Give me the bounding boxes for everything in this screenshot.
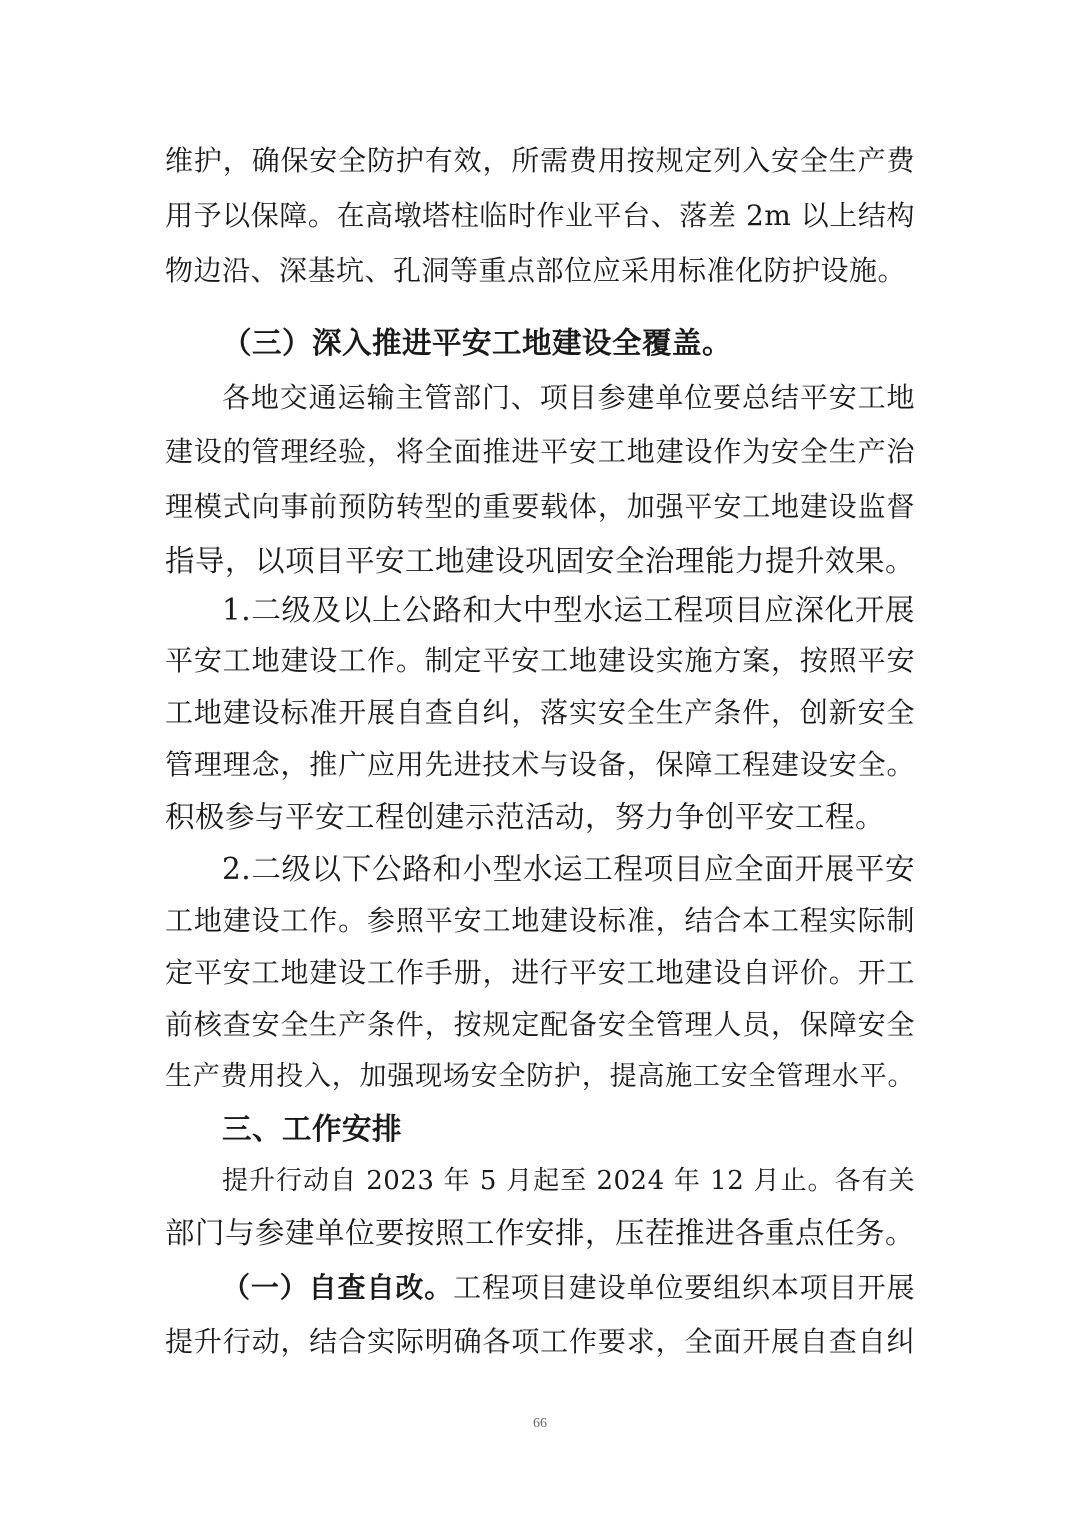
list-item-line: 1.二级及以上公路和大中型水运工程项目应深化开展	[222, 593, 915, 627]
section-subheading: （三）深入推进平安工地建设全覆盖。	[222, 326, 733, 360]
body-line: 各地交通运输主管部门、项目参建单位要总结平安工地	[222, 381, 915, 414]
body-line: 管理理念，推广应用先进技术与设备，保障工程建设安全。	[165, 748, 915, 781]
body-line: 理模式向事前预防转型的重要载体，加强平安工地建设监督	[165, 490, 915, 523]
body-line: 提升行动自 2023 年 5 月起至 2024 年 12 月止。各有关	[222, 1166, 915, 1196]
subsection-text: 工程项目建设单位要组织本项目开展	[453, 1271, 915, 1304]
body-line: 提升行动，结合实际明确各项工作要求，全面开展自查自纠	[165, 1325, 915, 1358]
body-line: 工地建设工作。参照平安工地建设标准，结合本工程实际制	[165, 904, 915, 937]
body-line: 生产费用投入，加强现场安全防护，提高施工安全管理水平。	[165, 1061, 915, 1092]
body-line: 物边沿、深基坑、孔洞等重点部位应采用标准化防护设施。	[165, 254, 907, 287]
body-line: 指导，以项目平安工地建设巩固安全治理能力提升效果。	[165, 544, 916, 578]
body-line: 工地建设标准开展自查自纠，落实安全生产条件，创新安全	[165, 696, 915, 729]
subsection-title: （一）自查自改。	[222, 1271, 454, 1304]
subsection-line	[222, 1268, 915, 1308]
body-line: 建设的管理经验，将全面推进平安工地建设作为安全生产治	[165, 435, 915, 468]
body-line: 积极参与平安工程创建示范活动，努力争创平安工程。	[165, 800, 886, 834]
body-line: 用予以保障。在高墩塔柱临时作业平台、落差 2m 以上结构	[165, 199, 915, 232]
list-item-line: 2.二级以下公路和小型水运工程项目应全面开展平安	[222, 852, 915, 886]
body-line: 定平安工地建设工作手册，进行平安工地建设自评价。开工	[165, 956, 915, 989]
body-line: 部门与参建单位要按照工作安排，压茬推进各重点任务。	[165, 1216, 916, 1250]
body-line: 维护，确保安全防护有效，所需费用按规定列入安全生产费	[165, 144, 915, 177]
body-line: 平安工地建设工作。制定平安工地建设实施方案，按照平安	[165, 644, 915, 677]
body-line: 前核查安全生产条件，按规定配备安全管理人员，保障安全	[165, 1008, 915, 1041]
section-heading: 三、工作安排	[222, 1112, 403, 1146]
page-number: 66	[533, 1416, 547, 1431]
